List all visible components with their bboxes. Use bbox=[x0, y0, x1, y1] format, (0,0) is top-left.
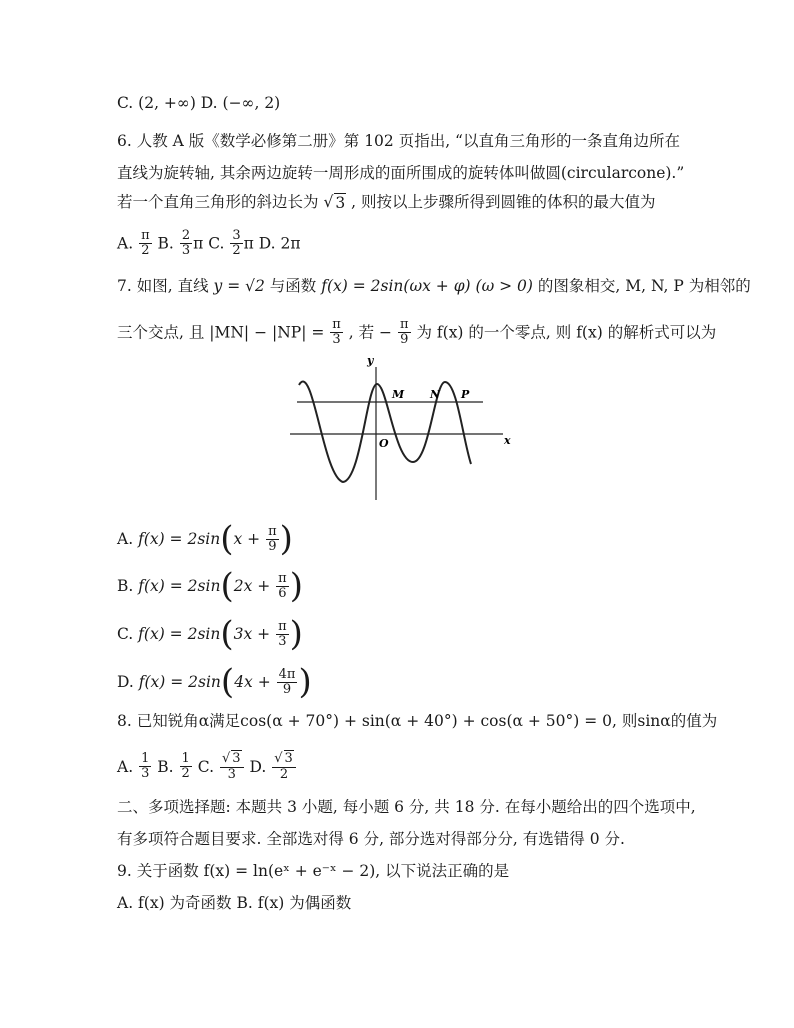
point-m-label: M bbox=[392, 388, 405, 401]
q6-text: 若一个直角三角形的斜边长为 bbox=[117, 193, 319, 211]
x-axis-label: x bbox=[504, 434, 511, 447]
q7-line-1: 7. 如图, 直线 y = √2 与函数 f(x) = 2sin(ωx + φ) (ω > 0) 的图象相交, M, N, P 为相邻的 bbox=[117, 277, 751, 295]
y-axis-label: y bbox=[367, 354, 374, 367]
fraction: $\frac{√ 3}{3}$ bbox=[220, 752, 244, 782]
option-b-label: B. bbox=[157, 234, 174, 253]
q8-options: A. $\frac{1}{3}$ B. $\frac{1}{2}$ C. $\frac{√ 3}{3}$ D. $\frac{√ 3}{2}$ bbox=[117, 752, 297, 782]
sine-graph-figure bbox=[285, 352, 515, 504]
q8-stem: 8. 已知锐角α满足cos(α + 70°) + sin(α + 40°) + cos(α + 50°) = 0, 则sinα的值为 bbox=[117, 712, 718, 730]
fraction: $\frac{\pi}{9}$ bbox=[268, 523, 277, 554]
fraction: $\frac{\pi}{2}$ bbox=[141, 228, 150, 258]
fraction: $\frac{1}{3}$ bbox=[141, 751, 150, 782]
radicand: 3 bbox=[335, 193, 346, 212]
fraction: $\frac{\pi}{9}$ bbox=[400, 317, 409, 347]
q7-option-a: A. f(x) = 2sin(x + $\frac{\pi}{9}$ ) bbox=[117, 519, 293, 559]
fraction: $\frac{\pi}{3}$ bbox=[278, 618, 287, 649]
line-options-5 bbox=[117, 92, 280, 113]
point-p-label: P bbox=[461, 388, 470, 401]
fraction: $\frac{2}{3}$ bbox=[181, 228, 191, 258]
q6-line-1: 6. 人教 A 版《数学必修第二册》第 102 页指出, “以直角三角形的一条直角边所在 bbox=[117, 132, 680, 150]
question-9-options: A. f(x) 为奇函数 B. f(x) 为偶函数 bbox=[117, 894, 352, 912]
fraction: $\frac{√ 3}{2}$ bbox=[272, 752, 296, 782]
function-expression: f(x) = 2sin(ωx + φ) (ω > 0) bbox=[321, 277, 533, 295]
sine-curve bbox=[299, 382, 471, 482]
fraction: $\frac{1}{2}$ bbox=[181, 751, 190, 782]
origin-label: O bbox=[379, 437, 389, 450]
line-equation: y = √2 bbox=[213, 277, 265, 295]
q6-line-2: 直线为旋转轴, 其余两边旋转一周形成的面所围成的旋转体叫做圆(circularcone).” bbox=[117, 164, 685, 182]
fraction: $\frac{3}{2}$ bbox=[232, 228, 241, 258]
options-text: C. (2, +∞) D. (−∞, 2) bbox=[117, 94, 281, 112]
q6-line-3 bbox=[117, 191, 656, 213]
fraction: $\frac{\pi}{3}$ bbox=[332, 317, 341, 347]
option-c-label: C. bbox=[208, 234, 225, 253]
q6-text-tail: , 则按以上步骤所得到圆锥的体积的最大值为 bbox=[351, 193, 656, 211]
q7-line-2: 三个交点, 且 |MN| − |NP| = $\frac{\pi}{3}$ , 若 − $\frac{\pi}{9}$ 为 f(x) 的一个零点, 则 f(x) 的解析式可以为 bbox=[117, 317, 717, 347]
sqrt-expression: √ 3 bbox=[323, 192, 346, 212]
question-9-stem: 9. 关于函数 f(x) = ln(eˣ + e⁻ˣ − 2), 以下说法正确的是 bbox=[117, 862, 510, 880]
point-n-label: N bbox=[430, 388, 441, 401]
q7-option-c: C. f(x) = 2sin(3x + $\frac{\pi}{3}$ ) bbox=[117, 614, 303, 654]
q6-options: A. $\frac{\pi}{2}$ B. $\frac{2}{3}$ π C. $\frac{3}{2}$ π D. 2π bbox=[117, 228, 301, 258]
fraction: $\frac{4\pi}{9}$ bbox=[278, 666, 296, 697]
section-2-heading-line-2: 有多项符合题目要求. 全部选对得 6 分, 部分选对得部分分, 有选错得 0 分. bbox=[117, 830, 625, 848]
fraction: $\frac{\pi}{6}$ bbox=[278, 570, 287, 601]
q7-option-b: B. f(x) = 2sin(2x + $\frac{\pi}{6}$ ) bbox=[117, 566, 303, 606]
option-d: D. 2π bbox=[258, 234, 301, 253]
section-2-heading-line-1: 二、多项选择题: 本题共 3 小题, 每小题 6 分, 共 18 分. 在每小题给出的四个选项中, bbox=[117, 798, 696, 816]
option-a-label: A. bbox=[117, 234, 134, 253]
q7-option-d: D. f(x) = 2sin(4x + $\frac{4\pi}{9}$ ) bbox=[117, 662, 312, 702]
